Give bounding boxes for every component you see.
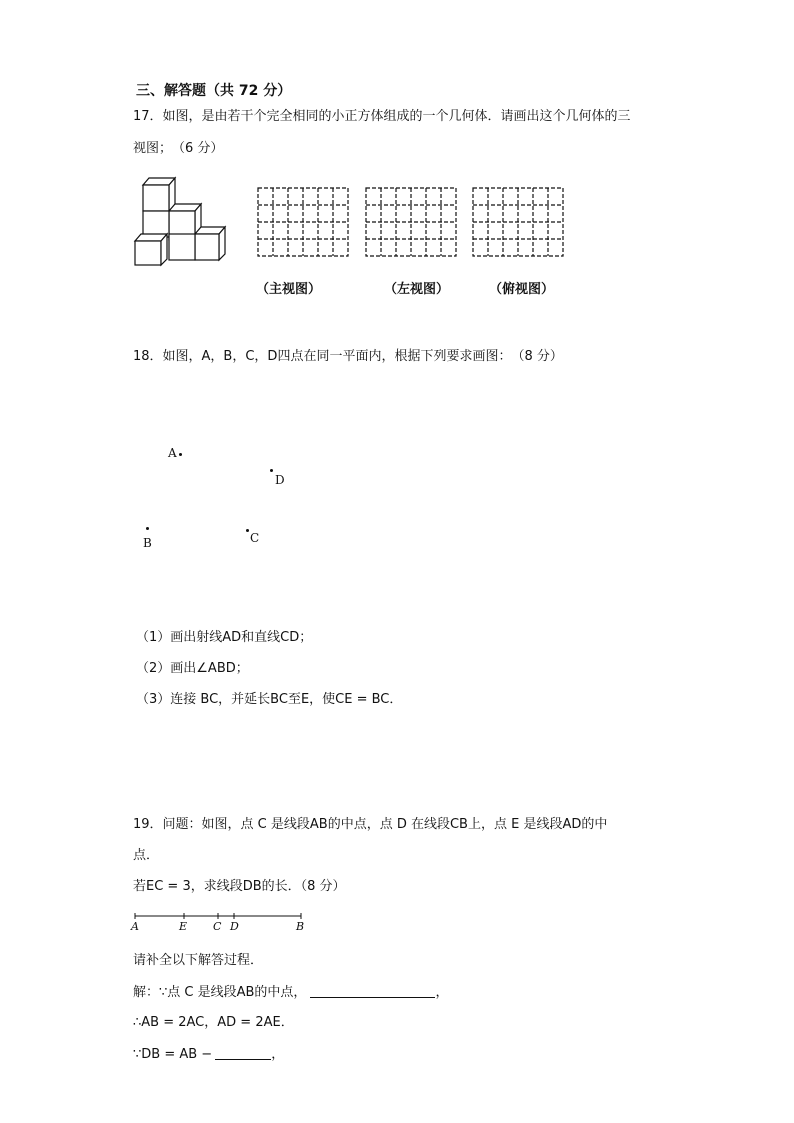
q19-solution-line2: ∴AB = 2AC，AD = 2AE． <box>133 1015 294 1030</box>
segment-label-b: B <box>296 920 305 933</box>
left-view-grid[interactable] <box>365 187 457 257</box>
segment-label-e: E <box>179 920 188 933</box>
q19-text-line1: 19．问题：如图，点 C 是线段AB的中点，点 D 在线段CB上，点 E 是线段AD的中 <box>133 817 608 832</box>
q19-text-line2: 点． <box>133 848 160 863</box>
section-title: 三、解答题（共 72 分） <box>136 83 292 99</box>
front-view-grid[interactable] <box>257 187 349 257</box>
segment-label-c: C <box>213 920 222 933</box>
point-d <box>270 469 273 472</box>
cube-solid-figure <box>133 175 228 267</box>
q18-item-1: （1）画出射线AD和直线CD； <box>136 630 313 645</box>
solution-line3-end: ， <box>271 1047 285 1062</box>
point-b <box>146 527 149 530</box>
q18-text: 18．如图，A，B，C，D四点在同一平面内，根据下列要求画图： （8 分） <box>133 349 563 364</box>
front-view-label: （主视图） <box>256 282 322 297</box>
point-c-label: C <box>250 531 260 545</box>
q17-text-line2: 视图； （6 分） <box>133 141 224 156</box>
solution-line1-text: 解：∵点 C 是线段AB的中点， <box>133 985 307 1000</box>
answer-blank-1[interactable] <box>310 985 435 998</box>
q17-text-line1: 17．如图，是由若干个完全相同的小正方体组成的一个几何体．请画出这个几何体的三 <box>133 109 631 124</box>
point-a-label: A <box>168 446 177 460</box>
solution-line3-text: ∵DB = AB − <box>133 1047 213 1062</box>
q19-solution-line1 <box>133 985 448 999</box>
q19-instruction: 请补全以下解答过程． <box>133 953 264 968</box>
point-b-label: B <box>143 536 152 550</box>
point-d-label: D <box>275 473 285 487</box>
top-view-grid[interactable] <box>472 187 564 257</box>
q18-item-3: （3）连接 BC，并延长BC至E，使CE = BC． <box>136 692 403 707</box>
q19-condition: 若EC = 3，求线段DB的长．（8 分） <box>133 879 346 894</box>
solution-line1-end: ， <box>435 985 449 1000</box>
point-c <box>246 529 249 532</box>
answer-blank-2[interactable] <box>215 1047 271 1060</box>
top-view-label: （俯视图） <box>489 282 555 297</box>
segment-label-a: A <box>131 920 139 933</box>
q19-solution-line3 <box>133 1047 284 1061</box>
q18-item-2: （2）画出∠ABD； <box>136 661 249 676</box>
segment-label-d: D <box>230 920 239 933</box>
left-view-label: （左视图） <box>384 282 450 297</box>
point-a <box>179 453 182 456</box>
